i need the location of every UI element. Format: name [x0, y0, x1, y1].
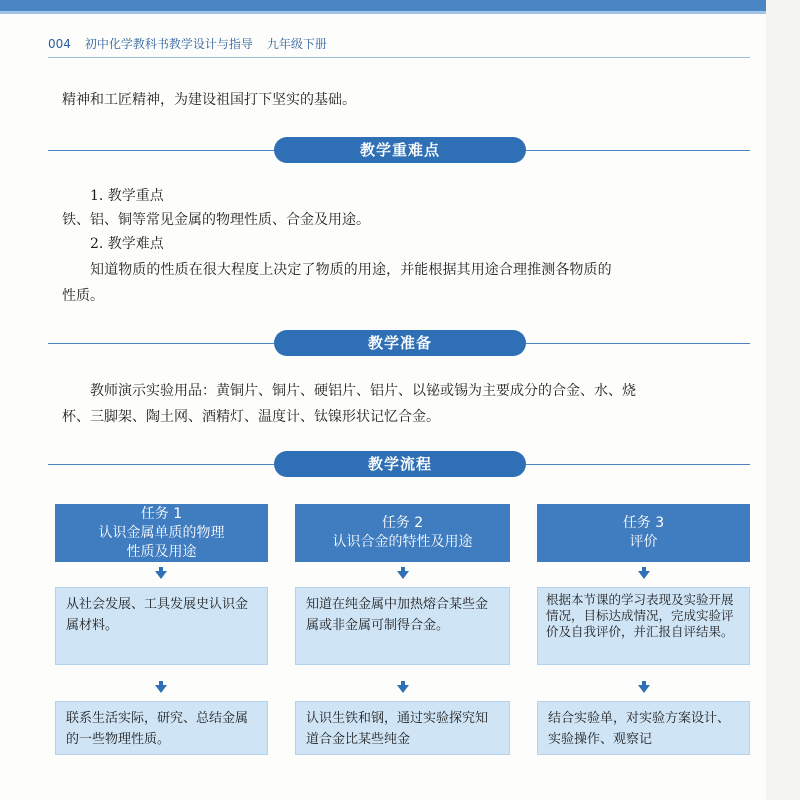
key-point-text-2a: 知道物质的性质在很大程度上决定了物质的用途，并能根据其用途合理推测各物质的 — [90, 262, 612, 278]
task-card-1 — [55, 504, 268, 562]
down-arrow-icon — [638, 685, 650, 693]
task-card-3 — [537, 504, 750, 562]
intro-line: 精神和工匠精神，为建设祖国打下坚实的基础。 — [62, 92, 356, 108]
task-2-number: 任务 2 — [381, 515, 424, 531]
down-arrow-icon — [397, 571, 409, 579]
task-card-2 — [295, 504, 510, 562]
preparation-text-2: 杯、三脚架、陶土网、酒精灯、温度计、钛镍形状记忆合金。 — [62, 409, 440, 425]
step-card-1-1: 从社会发展、工具发展史认识金属材料。 — [55, 587, 268, 665]
key-point-text-2b: 性质。 — [62, 288, 104, 304]
step-card-2-2: 认识生铁和钢，通过实验探究知道合金比某些纯金 — [295, 701, 510, 755]
down-arrow-icon — [155, 685, 167, 693]
task-2-title: 认识合金的特性及用途 — [332, 534, 473, 550]
step-card-2-1: 知道在纯金属中加热熔合某些金属或非金属可制得合金。 — [295, 587, 510, 665]
header-rule — [48, 57, 750, 58]
running-header — [48, 35, 327, 52]
key-point-heading-2: 2. 教学难点 — [90, 236, 164, 252]
grade-label: 九年级下册 — [266, 37, 327, 51]
top-color-band — [0, 0, 766, 11]
down-arrow-icon — [638, 571, 650, 579]
section-title-process: 教学流程 — [274, 451, 526, 477]
page-edge — [766, 0, 800, 800]
down-arrow-icon — [155, 571, 167, 579]
step-card-3-2: 结合实验单，对实验方案设计、实验操作、观察记 — [537, 701, 750, 755]
page-number: 004 — [48, 37, 71, 51]
down-arrow-icon — [397, 685, 409, 693]
section-title-preparation: 教学准备 — [274, 330, 526, 356]
step-card-3-1: 根据本节课的学习表现及实验开展情况，目标达成情况，完成实验评价及自我评价，并汇报自评结果。 — [537, 587, 750, 665]
task-3-title: 评价 — [629, 534, 658, 550]
section-title-key-points: 教学重难点 — [274, 137, 526, 163]
task-1-title-line1: 认识金属单质的物理 — [98, 524, 225, 541]
task-1-number: 任务 1 — [140, 505, 183, 522]
top-color-band-light — [0, 11, 766, 14]
key-point-text-1: 铁、铝、铜等常见金属的物理性质、合金及用途。 — [62, 212, 370, 228]
task-3-number: 任务 3 — [622, 515, 665, 531]
key-point-heading-1: 1. 教学重点 — [90, 188, 164, 204]
book-title: 初中化学教科书教学设计与指导 — [84, 37, 253, 51]
task-1-title-line2: 性质及用途 — [126, 543, 197, 560]
step-card-1-2: 联系生活实际，研究、总结金属的一些物理性质。 — [55, 701, 268, 755]
preparation-text-1: 教师演示实验用品：黄铜片、铜片、硬铝片、铝片、以铋或锡为主要成分的合金、水、烧 — [90, 383, 636, 399]
